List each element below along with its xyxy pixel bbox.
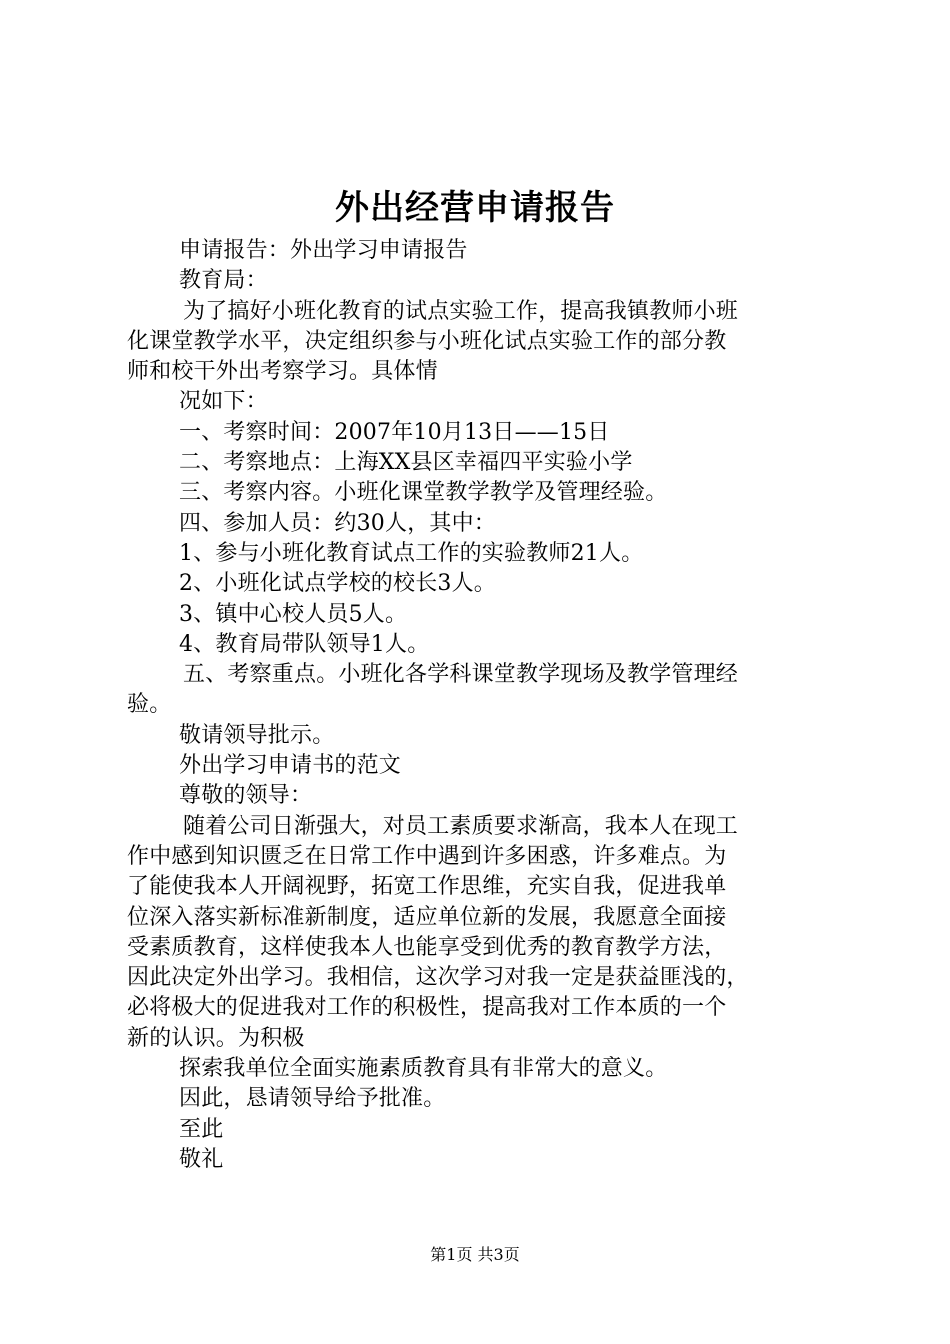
text-line: 探索我单位全面实施素质教育具有非常大的意义。	[179, 1056, 668, 1082]
text-line: 况如下：	[179, 389, 268, 415]
text-line: 至此	[179, 1116, 224, 1142]
text-line: 申请报告：外出学习申请报告	[179, 238, 468, 263]
page-indicator: 第1页 共3页	[430, 1245, 520, 1264]
text-line: 因此，恳请领导给予批准。	[179, 1086, 446, 1112]
text-line: 尊敬的领导：	[179, 783, 313, 809]
text-line: 外出学习申请书的范文	[179, 753, 402, 779]
text-line: 必将极大的促进我对工作的积极性，提高我对工作本质的一个	[127, 995, 727, 1021]
text-line: 三、考察内容。小班化课堂教学教学及管理经验。	[179, 480, 668, 506]
text-line: 四、参加人员：约30人，其中：	[179, 510, 496, 536]
document-body	[127, 236, 833, 1175]
text-line: 敬请领导批示。	[179, 722, 335, 748]
text-line: 2、小班化试点学校的校长3人。	[179, 571, 496, 597]
text-line: 新的认识。为积极	[127, 1025, 305, 1051]
text-line: 作中感到知识匮乏在日常工作中遇到许多困惑，许多难点。为	[127, 843, 727, 869]
text-line: 一、考察时间：2007年10月13日——15日	[179, 419, 610, 445]
text-line: 1、参与小班化教育试点工作的实验教师21人。	[179, 540, 644, 566]
text-line: 3、镇中心校人员5人。	[179, 601, 408, 627]
text-line: 受素质教育，这样使我本人也能享受到优秀的教育教学方法，	[127, 934, 727, 960]
text-line: 为了搞好小班化教育的试点实验工作，提高我镇教师小班	[183, 298, 739, 324]
text-line: 位深入落实新标准新制度，适应单位新的发展，我愿意全面接	[127, 904, 727, 930]
text-line: 化课堂教学水平，决定组织参与小班化试点实验工作的部分教	[127, 328, 727, 354]
text-line: 二、考察地点：上海XX县区幸福四平实验小学	[179, 450, 633, 476]
text-line: 敬礼	[179, 1146, 224, 1172]
text-line: 4、教育局带队领导1人。	[179, 631, 430, 657]
document-title: 外出经营申请报告	[335, 188, 615, 228]
text-line: 五、考察重点。小班化各学科课堂教学现场及教学管理经	[183, 662, 739, 688]
text-line: 因此决定外出学习。我相信，这次学习对我一定是获益匪浅的，	[127, 965, 749, 991]
text-line: 师和校干外出考察学习。具体情	[127, 359, 438, 385]
text-line: 教育局：	[179, 268, 268, 294]
text-line: 随着公司日渐强大，对员工素质要求渐高，我本人在现工	[183, 813, 739, 839]
text-line: 验。	[127, 692, 172, 718]
text-line: 了能使我本人开阔视野，拓宽工作思维，充实自我，促进我单	[127, 874, 727, 900]
